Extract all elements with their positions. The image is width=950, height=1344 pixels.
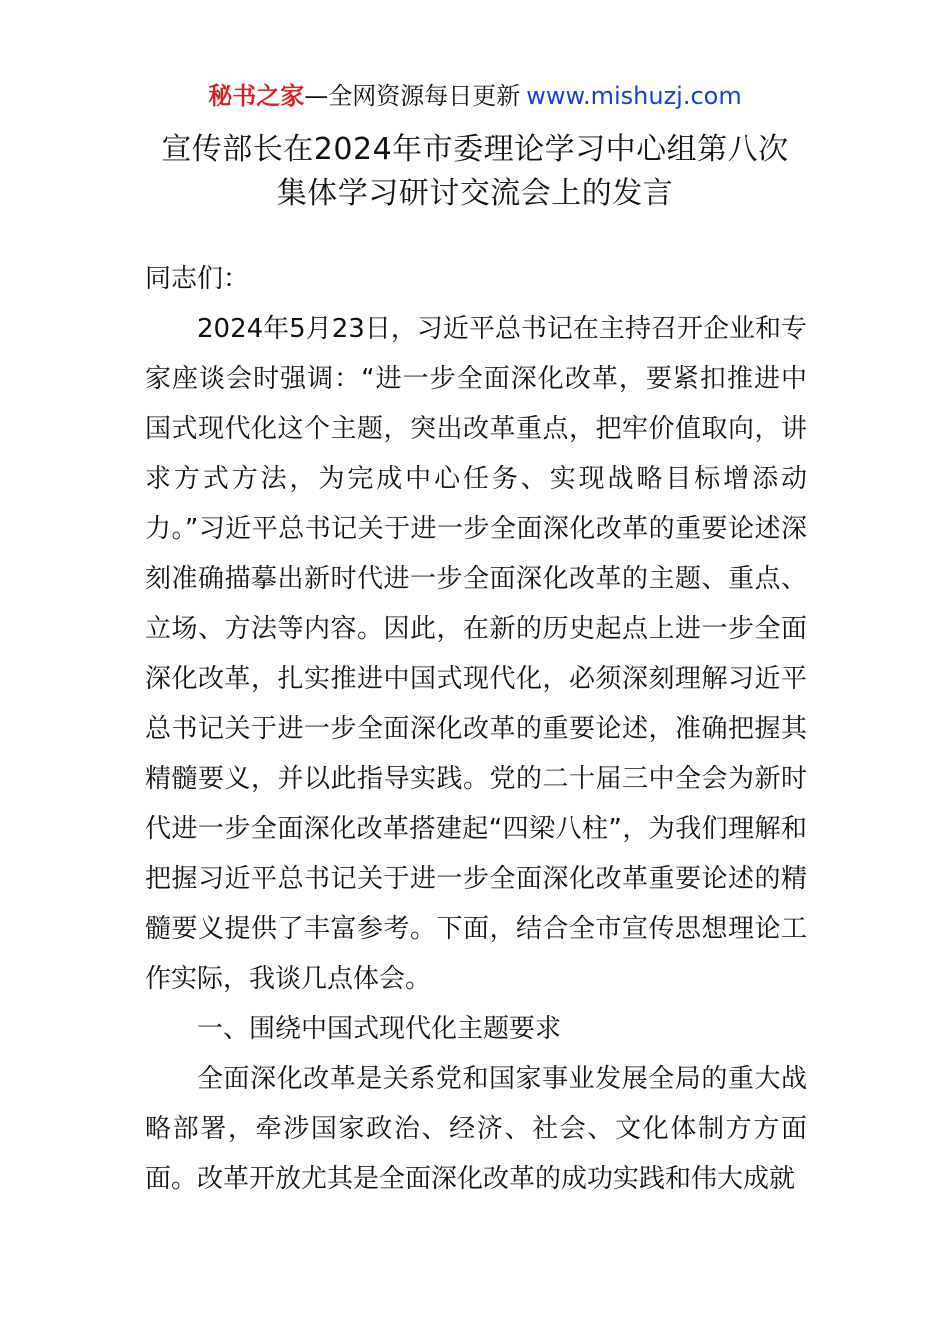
site-url-link[interactable]: www.mishuzj.com bbox=[526, 82, 742, 110]
site-brand: 秘书之家 bbox=[208, 82, 305, 110]
paragraph-section-1: 全面深化改革是关系党和国家事业发展全局的重大战略部署，牵涉国家政治、经济、社会、文化体制方方面面。改革开放尤其是全面深化改革的成功实践和伟大成就 bbox=[145, 1064, 807, 1194]
salutation: 同志们： bbox=[145, 264, 250, 294]
site-header bbox=[0, 78, 950, 114]
section-heading-1: 一、围绕中国式现代化主题要求 bbox=[197, 1014, 562, 1044]
document-title-line-1: 宣传部长在2024年市委理论学习中心组第八次 bbox=[161, 132, 789, 167]
document-body bbox=[145, 254, 807, 1204]
document-title bbox=[0, 128, 950, 216]
document-title-line-2: 集体学习研讨交流会上的发言 bbox=[276, 176, 674, 211]
site-tagline: —全网资源每日更新 bbox=[304, 82, 521, 110]
paragraph-intro: 2024年5月23日，习近平总书记在主持召开企业和专家座谈会时强调：“进一步全面深化改革，要紧扣推进中国式现代化这个主题，突出改革重点，把牢价值取向，讲求方式方法，为完成中心任务、实现战略目标增添动力。”习近平总书记关于进一步全面深化改革的重要论述深刻准确描摹出新时代进一步全面深化改革的主题、重点、立场、方法等内容。因此，在新的历史起点上进一步全面深化改革，扎实推进中国式现代化，必须深刻理解习近平总书记关于进一步全面深化改革的重要论述，准确把握其精髓要义，并以此指导实践。党的二十届三中全会为新时代进一步全面深化改革搭建起“四梁八柱”，为我们理解和把握习近平总书记关于进一步全面深化改革重要论述的精髓要义提供了丰富参考。下面，结合全市宣传思想理论工作实际，我谈几点体会。 bbox=[145, 314, 807, 994]
